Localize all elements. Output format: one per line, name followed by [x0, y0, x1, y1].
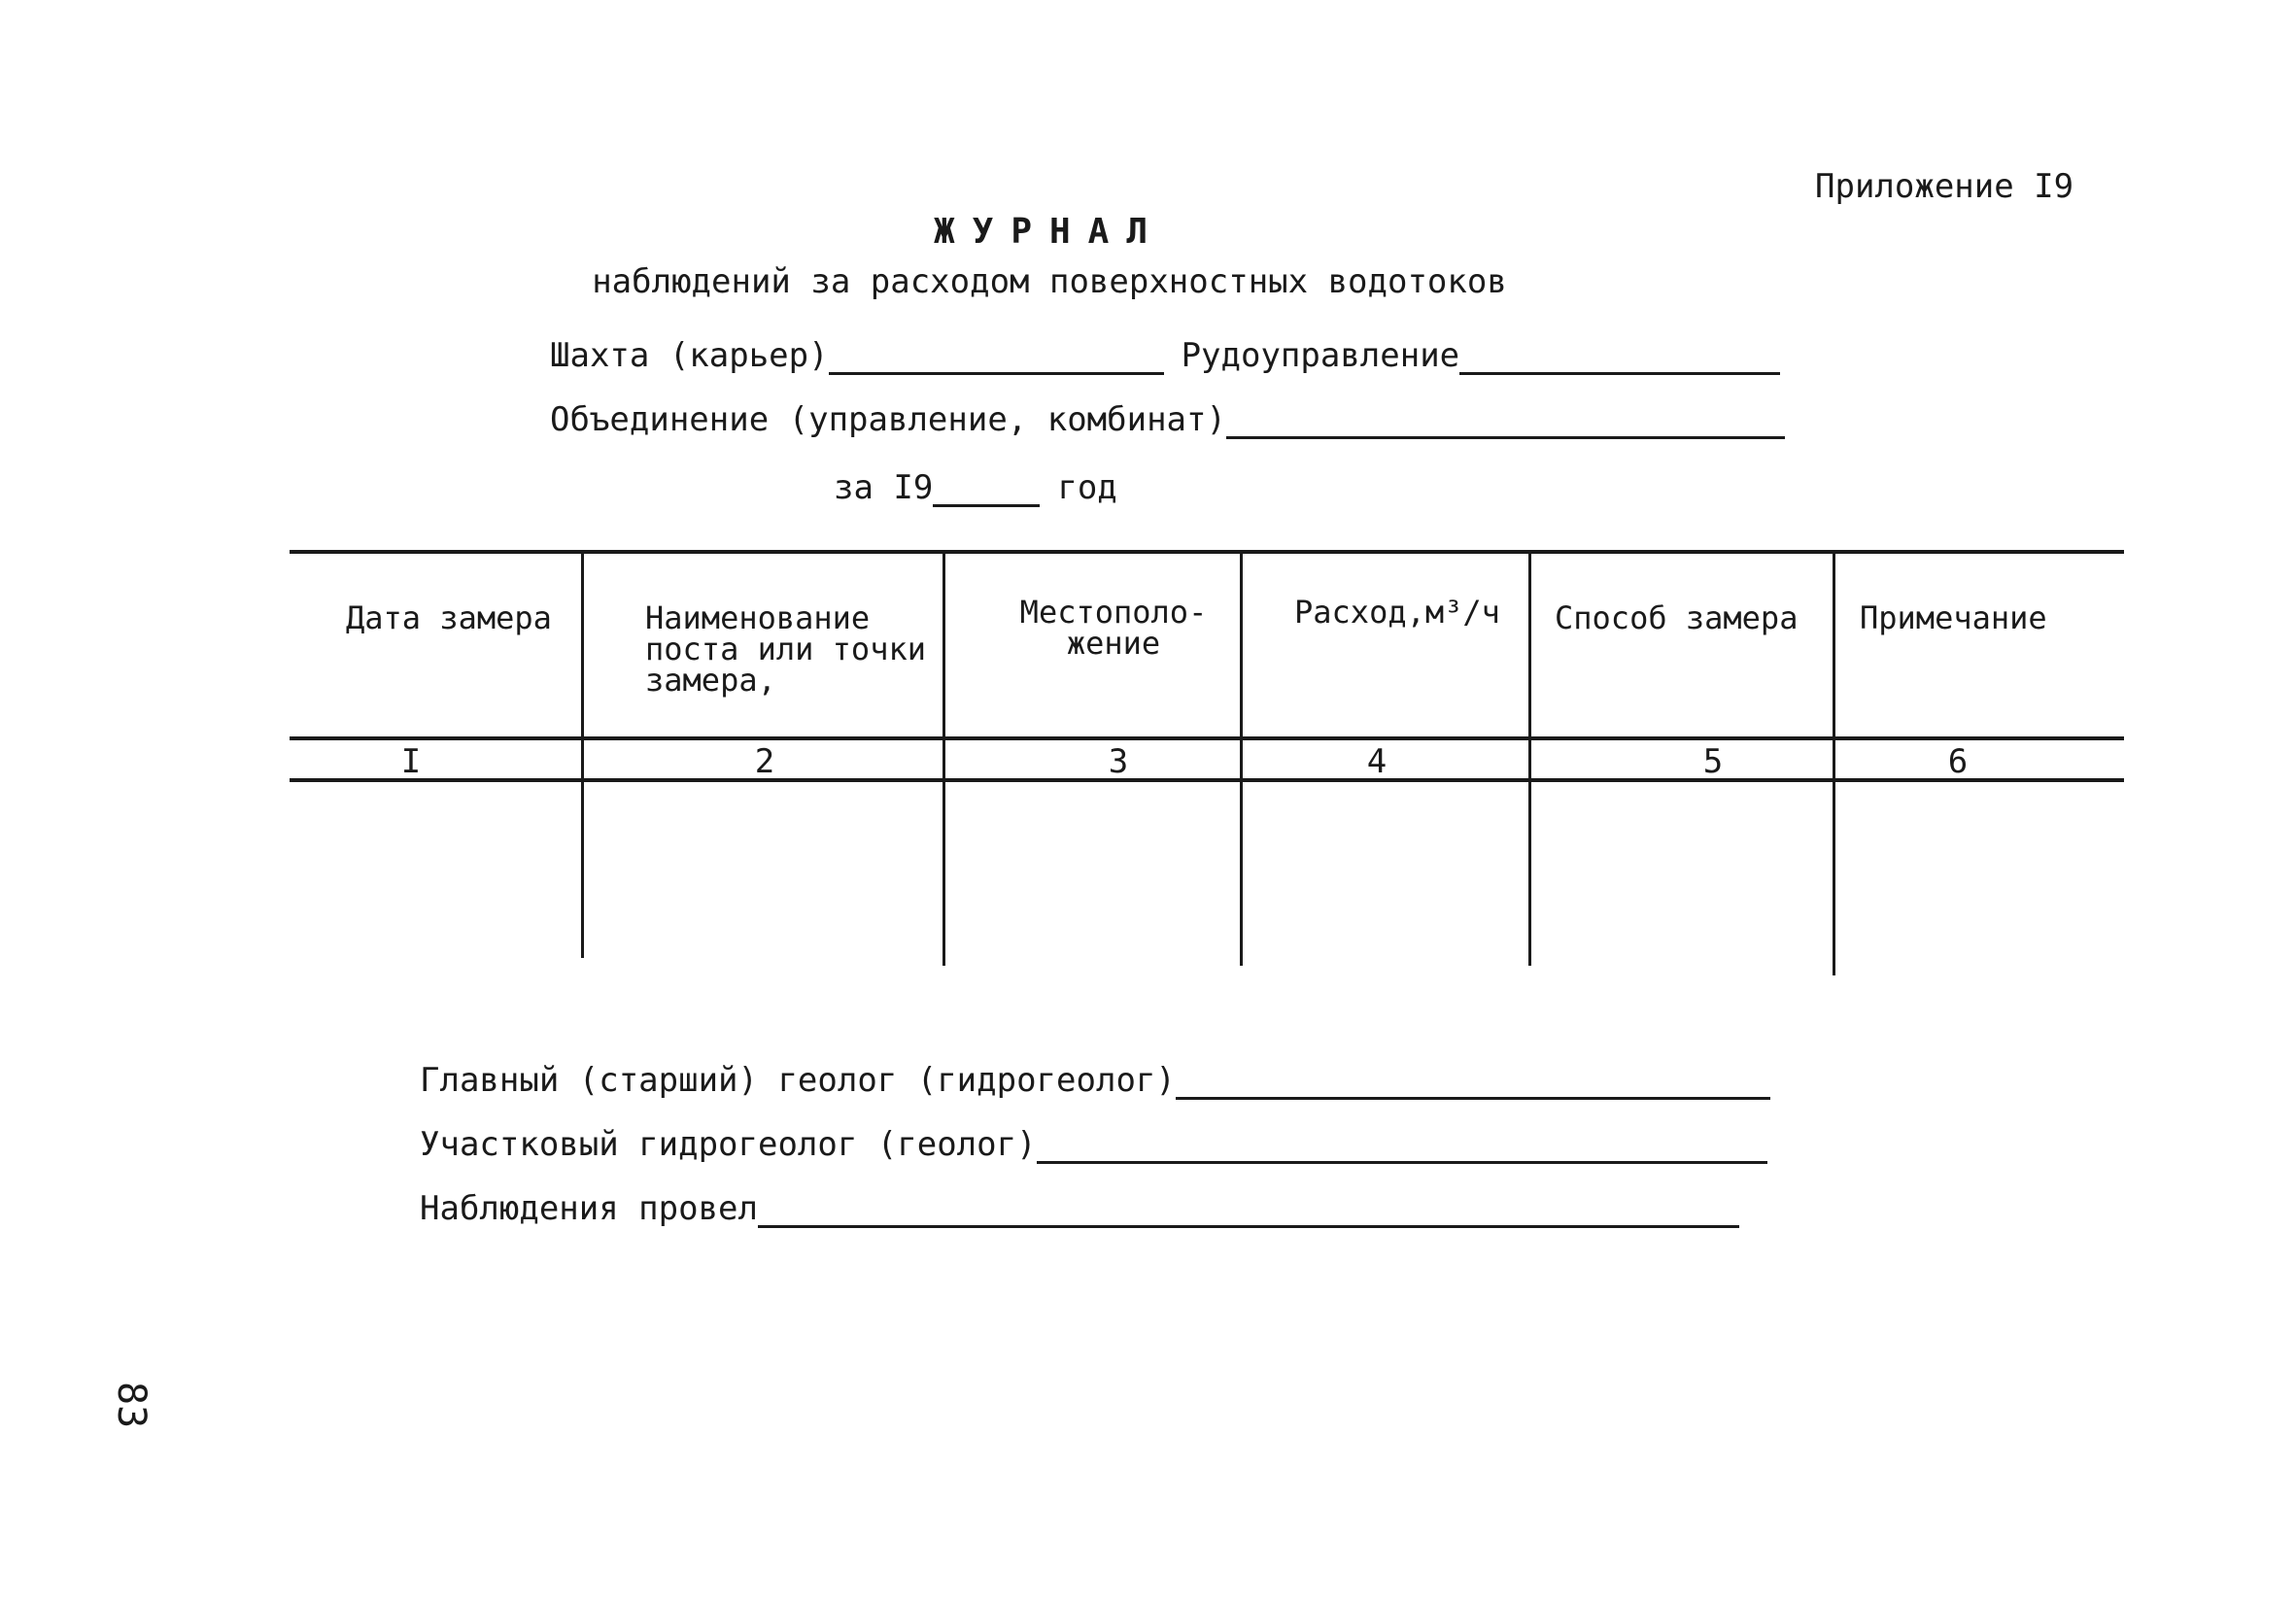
document-subtitle: наблюдений за расходом поверхностных водотоков: [592, 262, 1507, 301]
observer-label: Наблюдения провел: [420, 1189, 758, 1228]
document-title: ЖУРНАЛ: [933, 212, 1166, 252]
mine-input-line[interactable]: [829, 339, 1164, 375]
page-number: 83: [109, 1382, 154, 1429]
column-number: 3: [1108, 742, 1129, 781]
column-number: I: [400, 742, 422, 781]
mine-field: [550, 336, 1780, 375]
site-hydrogeologist-label: Участковый гидрогеолог (геолог): [420, 1125, 1037, 1164]
year-suffix-label: год: [1057, 468, 1117, 507]
association-label: Объединение (управление, комбинат): [550, 400, 1226, 439]
header-date: Дата замера: [346, 599, 552, 636]
column-number: 5: [1702, 742, 1724, 781]
year-field: [834, 468, 1117, 507]
table-header-rule: [290, 736, 2124, 740]
observer-line[interactable]: [758, 1192, 1739, 1228]
table-top-rule: [290, 550, 2124, 554]
chief-geologist-line[interactable]: [1176, 1064, 1770, 1100]
column-divider: [1528, 550, 1531, 966]
header-point-name: Наименование поста или точки замера,: [645, 599, 926, 699]
header-location: Местополо-жение: [1019, 594, 1208, 662]
column-number: 6: [1947, 742, 1969, 781]
chief-geologist-label: Главный (старший) геолог (гидрогеолог): [420, 1061, 1176, 1100]
observer-signature: [420, 1189, 1739, 1228]
column-divider: [581, 550, 584, 958]
year-prefix-label: за I9: [834, 468, 934, 507]
site-hydrogeologist-line[interactable]: [1037, 1128, 1767, 1164]
column-divider: [1240, 550, 1243, 966]
table-number-rule: [290, 778, 2124, 782]
column-number: 4: [1366, 742, 1388, 781]
header-flow-rate: Расход,м³/ч: [1294, 594, 1500, 631]
column-number: 2: [754, 742, 775, 781]
association-field: [550, 400, 1785, 439]
header-method: Способ замера: [1555, 599, 1799, 636]
mine-label: Шахта (карьер): [550, 336, 829, 375]
appendix-label: Приложение I9: [1815, 167, 2074, 206]
ore-admin-label: Рудоуправление: [1181, 336, 1460, 375]
year-input-line[interactable]: [933, 471, 1040, 507]
site-hydrogeologist-signature: [420, 1125, 1767, 1164]
ore-admin-input-line[interactable]: [1459, 339, 1780, 375]
chief-geologist-signature: [420, 1061, 1770, 1100]
header-note: Примечание: [1860, 599, 2047, 636]
association-input-line[interactable]: [1226, 403, 1785, 439]
column-divider: [942, 550, 945, 966]
column-divider: [1833, 550, 1835, 975]
